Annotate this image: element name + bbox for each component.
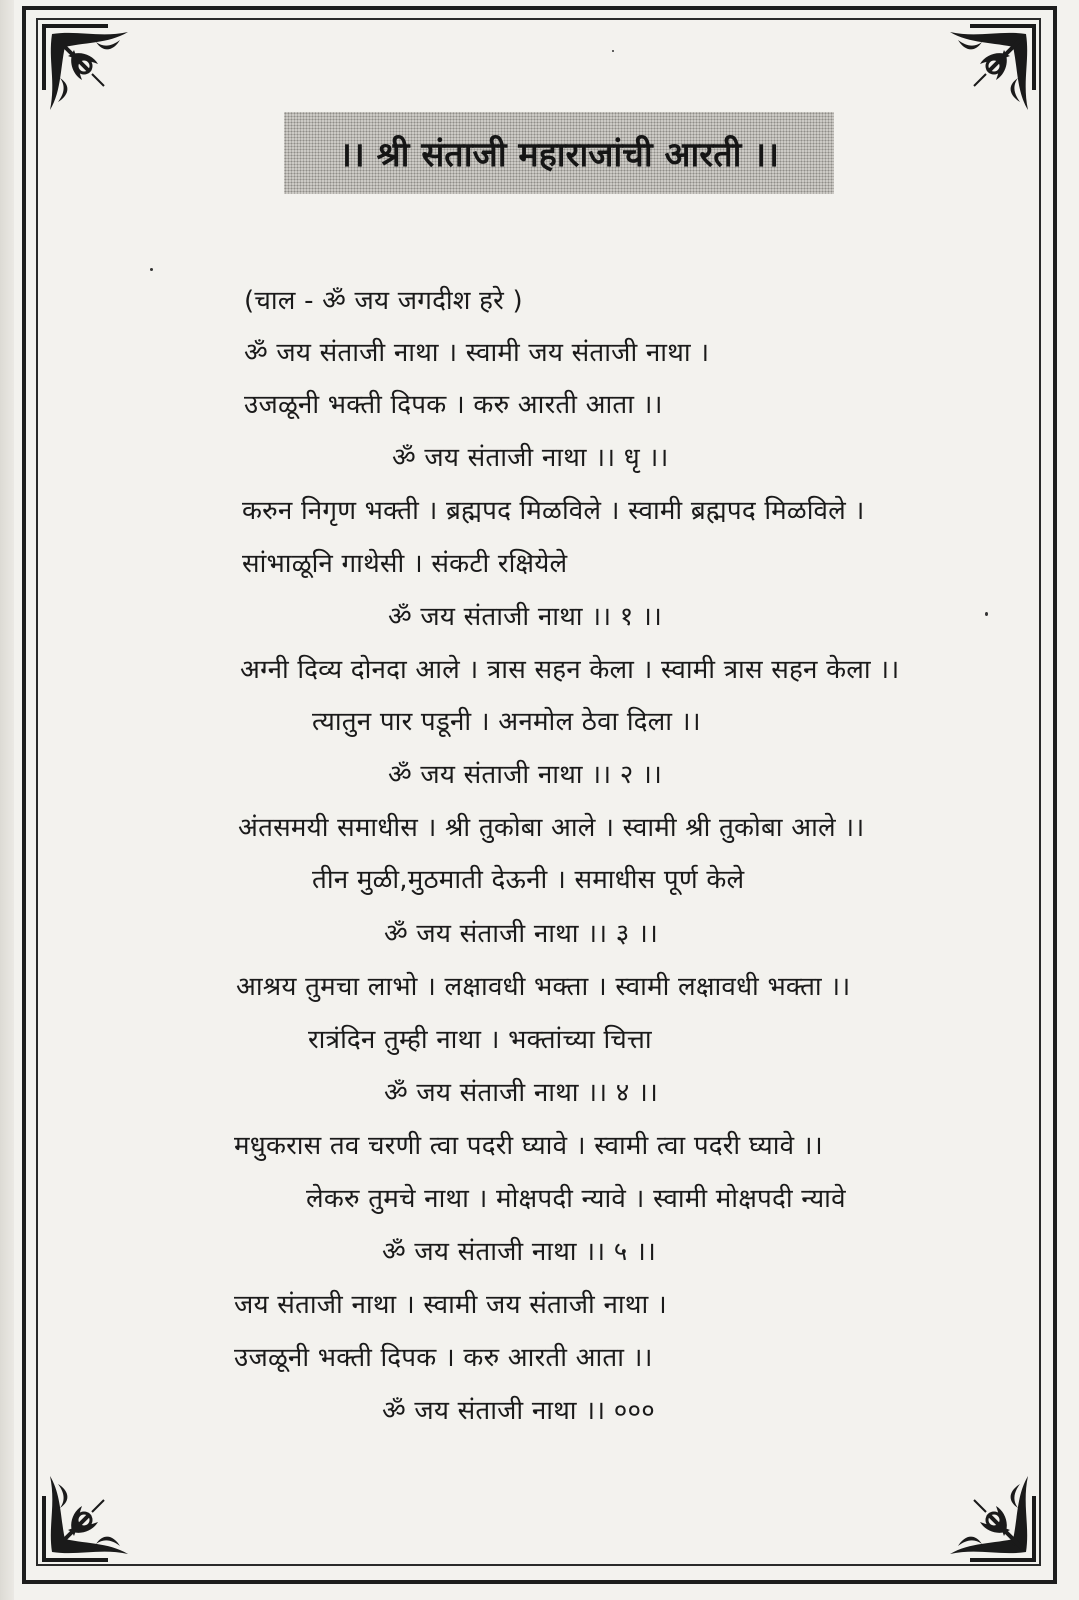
tune-line: (चाल - ॐ जय जगदीश हरे ) [244, 286, 523, 316]
verse-line: जय संताजी नाथा । स्वामी जय संताजी नाथा । [234, 1290, 667, 1320]
verse-line: लेकरु तुमचे नाथा । मोक्षपदी न्यावे । स्वामी मोक्षपदी न्यावे [306, 1184, 846, 1214]
scan-edge [0, 0, 14, 1600]
refrain-line: ॐ जय संताजी नाथा ।। ३ ।। [384, 919, 659, 949]
scan-speck [985, 612, 988, 616]
verse-line: ॐ जय संताजी नाथा । स्वामी जय संताजी नाथा । [244, 338, 710, 368]
refrain-line: ॐ जय संताजी नाथा ।। ००० [382, 1396, 655, 1426]
verse-line: सांभाळूनि गाथेसी । संकटी रक्षियेले [242, 549, 568, 579]
refrain-line: ॐ जय संताजी नाथा ।। १ ।। [388, 602, 663, 632]
title-banner [284, 112, 834, 194]
corner-ornament-bottom-right [930, 1456, 1040, 1566]
inner-border [36, 18, 1041, 1566]
refrain-line: ॐ जय संताजी नाथा ।। ४ ।। [384, 1078, 659, 1108]
verse-line: उजळूनी भक्ती दिपक । करु आरती आता ।। [234, 1343, 653, 1373]
refrain-line: ॐ जय संताजी नाथा ।। धृ ।। [392, 443, 669, 473]
verse-line: अंतसमयी समाधीस । श्री तुकोबा आले । स्वामी श्री तुकोबा आले ।। [238, 813, 865, 843]
verse-line: करुन निगृण भक्ती । ब्रह्मपद मिळविले । स्वामी ब्रह्मपद मिळविले । [242, 496, 865, 526]
verse-line: तीन मुळी,मुठमाती देऊनी । समाधीस पूर्ण केले [312, 865, 745, 895]
corner-ornament-top-left [38, 20, 148, 130]
verse-line: मधुकरास तव चरणी त्वा पदरी घ्यावे । स्वामी त्वा पदरी घ्यावे ।। [234, 1131, 823, 1161]
verse-line: त्यातुन पार पडूनी । अनमोल ठेवा दिला ।। [312, 707, 701, 737]
corner-ornament-bottom-left [38, 1456, 148, 1566]
verse-line: आश्रय तुमचा लाभो । लक्षावधी भक्ता । स्वामी लक्षावधी भक्ता ।। [236, 972, 851, 1002]
verse-line: अग्नी दिव्य दोनदा आले । त्रास सहन केला । स्वामी त्रास सहन केला ।। [240, 655, 900, 685]
corner-ornament-top-right [930, 20, 1040, 130]
verse-line: रात्रंदिन तुम्ही नाथा । भक्तांच्या चित्ता [308, 1025, 652, 1055]
scan-speck [150, 268, 153, 271]
scan-speck [612, 50, 614, 52]
verse-line: उजळूनी भक्ती दिपक । करु आरती आता ।। [244, 390, 663, 420]
refrain-line: ॐ जय संताजी नाथा ।। २ ।। [388, 760, 663, 790]
refrain-line: ॐ जय संताजी नाथा ।। ५ ।। [382, 1237, 657, 1267]
page-title: ।। श्री संताजी महाराजांची आरती ।। [339, 135, 779, 175]
